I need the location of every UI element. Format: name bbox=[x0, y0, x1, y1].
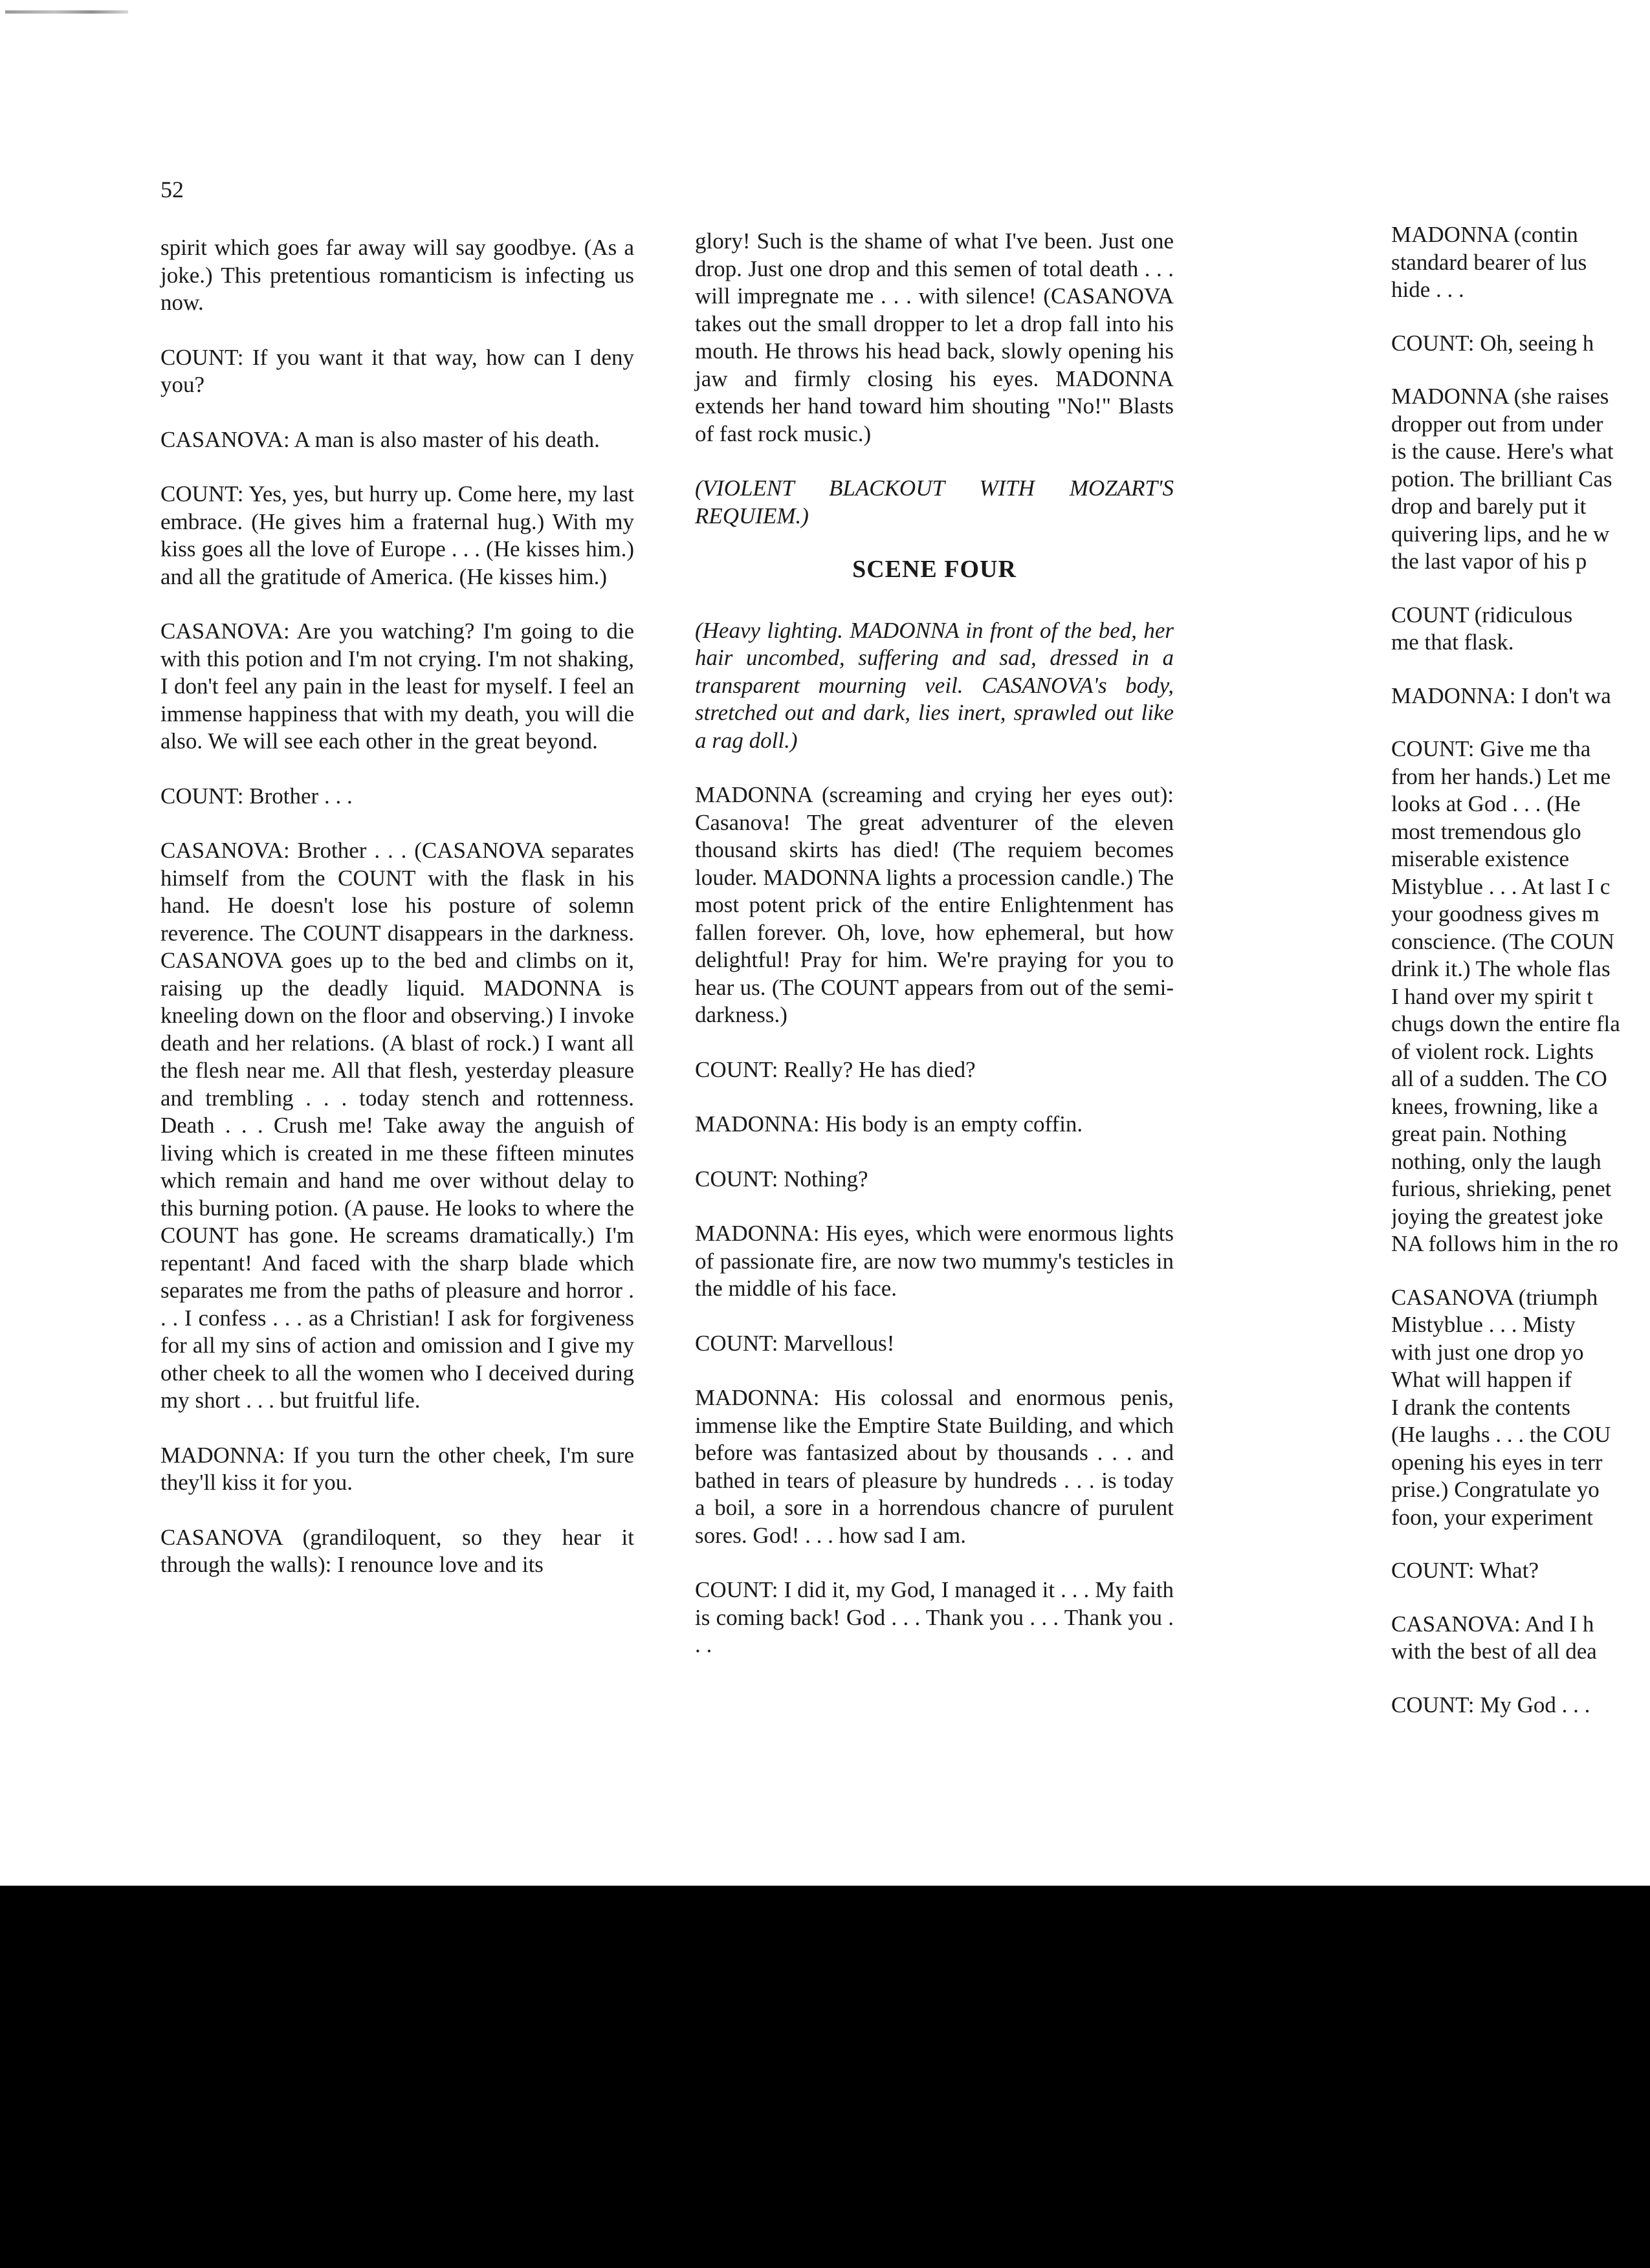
stage-direction-blackout: (VIOLENT BLACKOUT WITH MOZART'S REQUIEM.) bbox=[695, 475, 1174, 529]
paragraph: CASANOVA: Brother . . . (CASANOVA separates himself from the COUNT with the flask in his hand. He doesn't lose his posture of solemn reverence. The COUNT disappears in the darkness. CASANOVA goes up to the bed and climbs on it, raising up the deadly liquid. MADONNA is kneeling down on the floor and observing.) I invoke death and her relations. (A blast of rock.) I want all the flesh near me. All that flesh, yesterday pleasure and trembling . . . today stench and rottenness. Death . . . Crush me! Take away the anguish of living which is created in me these fifteen minutes which remain and hand me over without delay to this burning potion. (A pause. He looks to where the COUNT has gone. He screams dramatically.) I'm repentant! And faced with the sharp blade which separates me from the paths of pleasure and horror . . . I confess . . . as a Christian! I ask for forgiveness for all my sins of action and omission and I give my other cheek to all the women who I deceived during my short . . . but fruitful life. bbox=[160, 838, 634, 1413]
paragraph: MADONNA: His colossal and enormous penis, immense like the Emptire State Building, and which before was fantasized about by thousands . . . and bathed in tears of pleasure by hundreds . . . is today a boil, a sore in a horrendous chancre of purulent sores. God! . . . how sad I am. bbox=[695, 1385, 1174, 1548]
cropped-line: CASANOVA (triumph bbox=[1391, 1284, 1598, 1310]
cropped-paragraph bbox=[1391, 383, 1650, 576]
cropped-line: with the best of all dea bbox=[1391, 1639, 1597, 1664]
paragraph: CASANOVA (grandiloquent, so they hear it through the walls): I renounce love and its bbox=[160, 1524, 634, 1577]
cropped-paragraph bbox=[1391, 736, 1650, 1258]
paragraph: MADONNA (screaming and crying her eyes out): Casanova! The great adventurer of the eleven thousand skirts has died! (The requiem becomes louder. MADONNA lights a procession candle.) The most potent prick of the entire Enlightenment has fallen forever. Oh, love, how ephemeral, but how delightful! Pray for him. We're praying for you to hear us. (The COUNT appears from out of the semi-darkness.) bbox=[695, 782, 1174, 1027]
cropped-paragraph bbox=[1391, 1611, 1650, 1666]
cropped-paragraph bbox=[1391, 602, 1650, 657]
cropped-line: MADONNA: I don't wa bbox=[1391, 682, 1611, 708]
cropped-line: with just one drop yo bbox=[1391, 1339, 1584, 1365]
text-column-2 bbox=[695, 228, 1174, 1686]
cropped-line: CASANOVA: And I h bbox=[1391, 1611, 1594, 1637]
cropped-line: What will happen if bbox=[1391, 1367, 1572, 1392]
paragraph: COUNT: Marvellous! bbox=[695, 1330, 895, 1356]
cropped-line: COUNT: Give me tha bbox=[1391, 736, 1591, 761]
paragraph: glory! Such is the shame of what I've been. Just one drop. Just one drop and this semen of total death . . . will impregnate me . . . with silence! (CASANOVA takes out the small dropper to let a drop fall into his mouth. He throws his head back, slowly opening his jaw and firmly closing his eyes. MADONNA extends her hand toward him shouting "No!" Blasts of fast rock music.) bbox=[695, 228, 1174, 446]
cropped-line: MADONNA (contin bbox=[1391, 222, 1578, 247]
cropped-line: of violent rock. Lights bbox=[1391, 1038, 1594, 1064]
cropped-line: quivering lips, and he w bbox=[1391, 521, 1610, 547]
cropped-line: Mistyblue . . . At last I c bbox=[1391, 873, 1611, 899]
cropped-line: all of a sudden. The CO bbox=[1391, 1066, 1607, 1091]
page-number: 52 bbox=[160, 177, 184, 202]
cropped-line: I hand over my spirit t bbox=[1391, 983, 1594, 1009]
cropped-line: COUNT: What? bbox=[1391, 1558, 1539, 1583]
cropped-line: MADONNA (she raises bbox=[1391, 384, 1609, 409]
paragraph: COUNT: Nothing? bbox=[695, 1166, 868, 1192]
stage-direction: (Heavy lighting. MADONNA in front of the bed, her hair uncombed, suffering and sad, dressed in a transparent mourning veil. CASANOVA's body, stretched out and dark, lies inert, sprawled out like a rag doll.) bbox=[695, 617, 1174, 753]
cropped-line: joying the greatest joke bbox=[1391, 1203, 1603, 1229]
cropped-line: (He laughs . . . the COU bbox=[1391, 1422, 1611, 1447]
cropped-line: Mistyblue . . . Misty bbox=[1391, 1312, 1576, 1337]
cropped-line: from her hands.) Let me bbox=[1391, 763, 1611, 789]
paragraph: COUNT: Brother . . . bbox=[160, 783, 353, 809]
cropped-line: foon, your experiment bbox=[1391, 1504, 1593, 1530]
scene-heading: SCENE FOUR bbox=[852, 556, 1017, 583]
cropped-line: conscience. (The COUN bbox=[1391, 928, 1615, 954]
cropped-paragraph bbox=[1391, 1284, 1650, 1532]
paragraph: MADONNA: If you turn the other cheek, I'm sure they'll kiss it for you. bbox=[160, 1442, 634, 1495]
cropped-line: opening his eyes in terr bbox=[1391, 1449, 1603, 1475]
cropped-line: COUNT: My God . . . bbox=[1391, 1692, 1590, 1717]
paragraph: COUNT: I did it, my God, I managed it . . . My faith is coming back! God . . . Thank you . . . Thank you . . . bbox=[695, 1577, 1174, 1657]
cropped-line: I drank the contents bbox=[1391, 1394, 1570, 1420]
cropped-line: knees, frowning, like a bbox=[1391, 1093, 1598, 1119]
paragraph: spirit which goes far away will say goodbye. (As a joke.) This pretentious romanticism is infecting us now. bbox=[160, 235, 634, 315]
paragraph: COUNT: Really? He has died? bbox=[695, 1056, 976, 1082]
cropped-paragraph bbox=[1391, 221, 1650, 304]
paragraph: CASANOVA: Are you watching? I'm going to die with this potion and I'm not crying. I'm not shaking, I don't feel any pain in the least for myself. I feel an immense happiness that with my death, you will die also. We will see each other in the great beyond. bbox=[160, 618, 634, 754]
cropped-line: most tremendous glo bbox=[1391, 818, 1581, 844]
cropped-paragraph bbox=[1391, 1557, 1650, 1585]
cropped-line: the last vapor of his p bbox=[1391, 549, 1587, 574]
paragraph: MADONNA: His body is an empty coffin. bbox=[695, 1111, 1083, 1137]
cropped-line: standard bearer of lus bbox=[1391, 249, 1587, 275]
text-column-3-cropped bbox=[1391, 221, 1650, 1745]
text-column-1 bbox=[160, 234, 634, 1606]
cropped-line: COUNT: Oh, seeing h bbox=[1391, 330, 1594, 356]
paragraph: COUNT: Yes, yes, but hurry up. Come here, my last embrace. (He gives him a fraternal hug.) With my kiss goes all the love of Europe . . . (He kisses him.) and all the gratitude of America. (He kisses him.) bbox=[160, 481, 634, 589]
cropped-line: chugs down the entire fla bbox=[1391, 1011, 1620, 1036]
paragraph: MADONNA: His eyes, which were enormous lights of passionate fire, are now two mummy's testicles in the middle of his face. bbox=[695, 1221, 1174, 1301]
scan-edge-mark bbox=[5, 10, 128, 14]
black-scan-margin bbox=[0, 1886, 1650, 2268]
cropped-paragraph bbox=[1391, 1692, 1650, 1719]
cropped-line: nothing, only the laugh bbox=[1391, 1148, 1601, 1174]
cropped-line: is the cause. Here's what bbox=[1391, 439, 1614, 464]
cropped-paragraph bbox=[1391, 330, 1650, 358]
cropped-line: looks at God . . . (He bbox=[1391, 791, 1581, 816]
cropped-line: your goodness gives m bbox=[1391, 901, 1600, 926]
cropped-line: NA follows him in the ro bbox=[1391, 1231, 1618, 1256]
cropped-line: miserable existence bbox=[1391, 846, 1570, 871]
cropped-line: hide . . . bbox=[1391, 277, 1464, 302]
cropped-line: drop and barely put it bbox=[1391, 494, 1587, 519]
cropped-line: great pain. Nothing bbox=[1391, 1121, 1567, 1146]
cropped-paragraph bbox=[1391, 682, 1650, 710]
cropped-line: me that flask. bbox=[1391, 629, 1514, 655]
paragraph: CASANOVA: A man is also master of his death. bbox=[160, 426, 600, 452]
cropped-line: dropper out from under bbox=[1391, 411, 1603, 437]
cropped-line: potion. The brilliant Cas bbox=[1391, 466, 1612, 492]
paragraph: COUNT: If you want it that way, how can I deny you? bbox=[160, 344, 634, 397]
cropped-line: drink it.) The whole flas bbox=[1391, 956, 1611, 981]
cropped-line: furious, shrieking, penet bbox=[1391, 1176, 1612, 1201]
cropped-line: prise.) Congratulate yo bbox=[1391, 1477, 1600, 1502]
cropped-line: COUNT (ridiculous bbox=[1391, 602, 1573, 627]
